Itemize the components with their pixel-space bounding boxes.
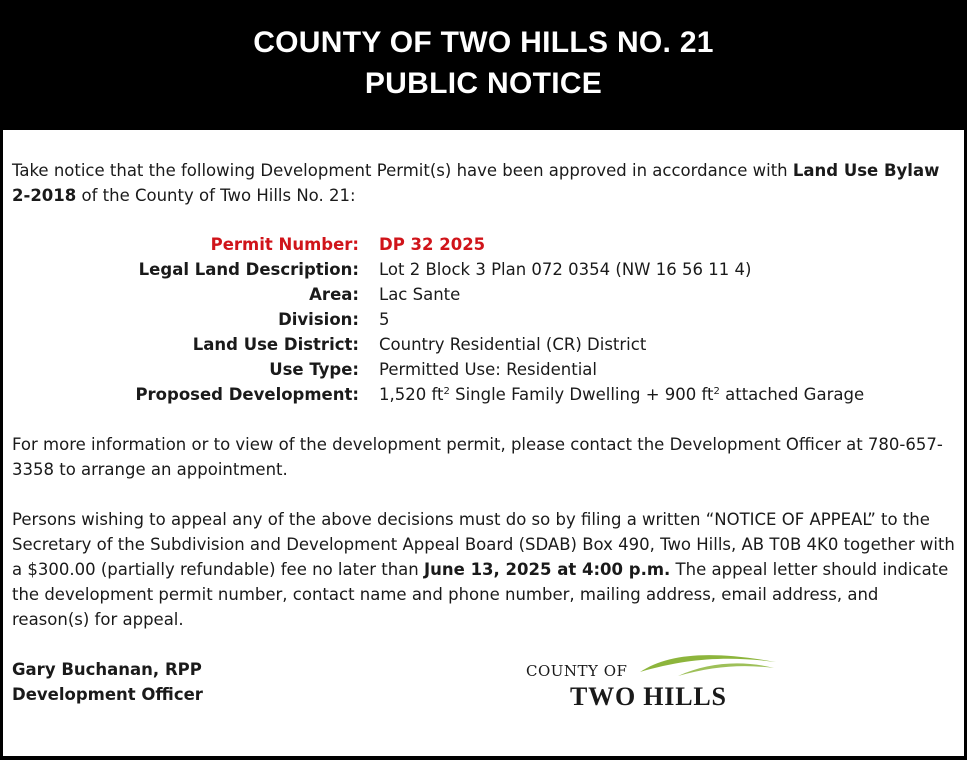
area-value: Lac Sante bbox=[379, 285, 461, 304]
appeal-text: Persons wishing to appeal any of the above decisions must do so by filing a written “NOTICE OF APPEAL” to the Secretary of the Subdivision and Development Appeal Board (SDAB) Box 490, Two Hills, AB T0B 4K0 together with a $300.00 (partially refundable) fee no later than bbox=[12, 510, 955, 579]
garage-area: Single Family Dwelling + 900 ft bbox=[449, 385, 714, 404]
header-subtitle: PUBLIC NOTICE bbox=[364, 67, 603, 100]
intro-text-end: of the County of Two Hills No. 21: bbox=[76, 186, 356, 205]
division-value: 5 bbox=[379, 310, 390, 329]
district-row bbox=[3, 332, 964, 357]
logo-text-county: COUNTY OF bbox=[526, 662, 628, 680]
notice-body bbox=[3, 130, 964, 756]
hills-swoosh-icon bbox=[638, 650, 778, 680]
header-title: COUNTY OF TWO HILLS NO. 21 bbox=[253, 26, 714, 59]
bylaw-reference: Land Use Bylaw 2-2018 bbox=[12, 161, 940, 205]
legal-land-row bbox=[3, 257, 964, 282]
legal-land-label: Legal Land Description: bbox=[138, 260, 359, 279]
officer-title: Development Officer bbox=[12, 685, 203, 704]
development-text-end: attached Garage bbox=[719, 385, 865, 404]
permit-details bbox=[3, 232, 964, 407]
use-type-value: Permitted Use: Residential bbox=[379, 360, 597, 379]
district-value: Country Residential (CR) District bbox=[379, 335, 647, 354]
logo-text-two-hills: TWO HILLS bbox=[570, 682, 727, 711]
signature-block bbox=[12, 657, 203, 707]
district-label: Land Use District: bbox=[192, 335, 359, 354]
legal-land-value: Lot 2 Block 3 Plan 072 0354 (NW 16 56 11 4) bbox=[379, 260, 752, 279]
superscript: 2 bbox=[443, 386, 450, 397]
permit-number-value: DP 32 2025 bbox=[379, 235, 486, 254]
proposed-development-label: Proposed Development: bbox=[135, 385, 359, 404]
officer-name: Gary Buchanan, RPP bbox=[12, 660, 202, 679]
use-type-row bbox=[3, 357, 964, 382]
intro-text: Take notice that the following Development Permit(s) have been approved in accordance with bbox=[12, 161, 793, 180]
contact-paragraph: For more information or to view of the development permit, please contact the Development Officer at 780-657-3358 to arrange an appointment. bbox=[12, 435, 943, 479]
notice-header bbox=[0, 0, 967, 130]
division-label: Division: bbox=[278, 310, 359, 329]
use-type-label: Use Type: bbox=[269, 360, 359, 379]
permit-number-row bbox=[3, 232, 964, 257]
division-row bbox=[3, 307, 964, 332]
appeal-text-end: The appeal letter should indicate the development permit number, contact name and phone number, mailing address, email address, and reason(s) for appeal. bbox=[12, 560, 949, 629]
superscript: 2 bbox=[713, 386, 720, 397]
proposed-development-value bbox=[379, 382, 864, 407]
proposed-development-row bbox=[3, 382, 964, 407]
intro-paragraph bbox=[12, 158, 958, 208]
county-logo bbox=[523, 650, 783, 720]
permit-number-label: Permit Number: bbox=[210, 235, 359, 254]
area-label: Area: bbox=[309, 285, 359, 304]
appeal-deadline: June 13, 2025 at 4:00 p.m. bbox=[424, 560, 671, 579]
dwelling-area: 1,520 ft bbox=[379, 385, 444, 404]
appeal-paragraph bbox=[12, 507, 958, 632]
area-row bbox=[3, 282, 964, 307]
